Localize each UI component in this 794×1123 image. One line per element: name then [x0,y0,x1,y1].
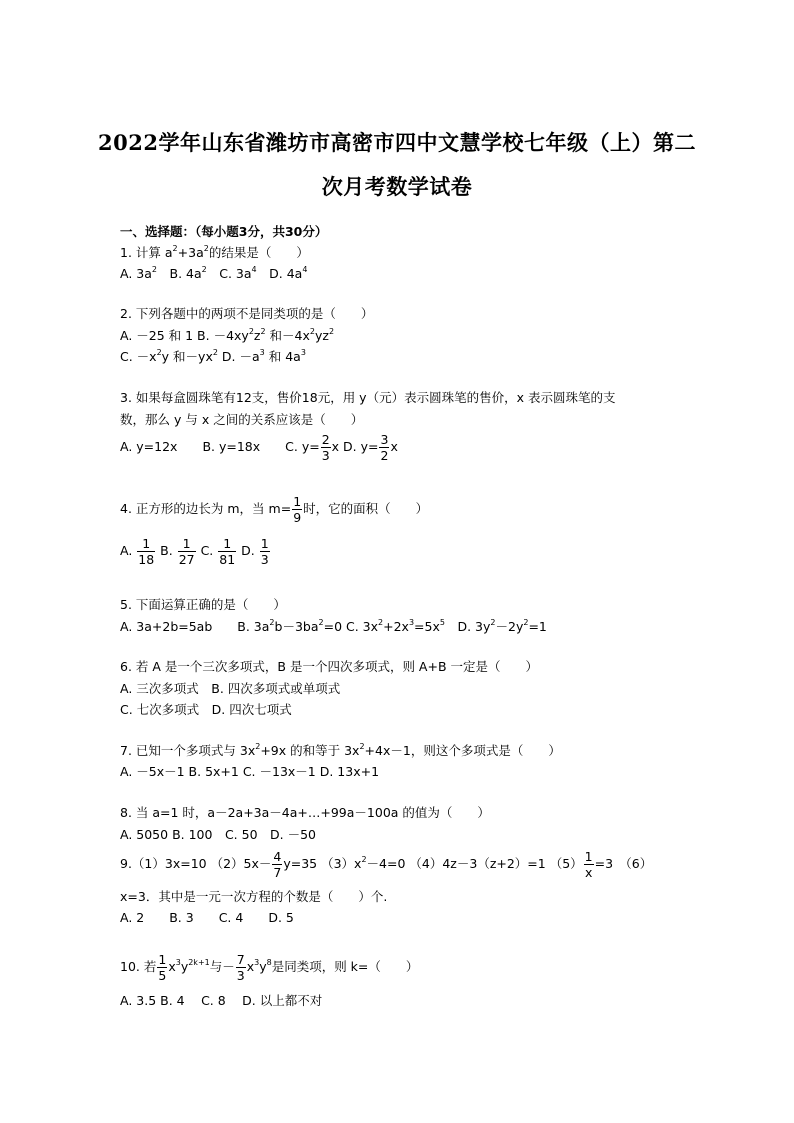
question-2-options-cd: C. $-x^2y$ 和$-yx^2$ D. $-a^3$ 和 $4a^3$ [120,348,306,364]
question-10: 10. 若 $\frac{1}{5}$ $x^3y^{2k+1}$与－ $\frac{7}{3}$ $x^3y^8$是同类项，则 k=（ ） [120,952,419,983]
question-8: 8. 当 a=1 时，a－2a+3a－4a+…+99a－100a 的值为（ ） [120,805,490,820]
question-7-options: A. －5x－1 B. 5x+1 C. －13x－1 D. 13x+1 [120,764,380,779]
question-10-options: A. 3.5 B. 4 C. 8 D. 以上都不对 [120,993,323,1008]
question-8-options: A. 5050 B. 100 C. 50 D. －50 [120,827,317,842]
question-3-line2: 数，那么 y 与 x 之间的关系应该是（ ） [120,412,364,427]
question-2: 2. 下列各题中的两项不是同类项的是（ ） [120,306,374,321]
question-4: 4. 正方形的边长为 m，当 m= $\frac{1}{9}$ 时，它的面积（ ） [120,494,429,525]
question-3-line1: 3. 如果每盒圆珠笔有12支，售价18元，用 y（元）表示圆珠笔的售价，x 表示圆珠笔的支 [120,390,616,405]
question-1: 1. 计算 $a^2+3a^2$的结果是（ ） [120,244,309,260]
exam-title-line1: 2022学年山东省潍坊市高密市四中文慧学校七年级（上）第二 [98,130,696,155]
question-6: 6. 若 A 是一个三次多项式，B 是一个四次多项式，则 A+B 一定是（ ） [120,659,538,674]
question-5-options: A. 3a+2b=5ab B. $3a^2b-3ba^2=0$ C. $3x^2+2x^3=5x^5$ D. $3y^2-2y^2=1$ [120,618,547,634]
question-3-options: A. y=12x B. y=18x C. y= $\frac{2}{3}$ x D. y= $\frac{3}{2}$ x [120,432,398,463]
question-7: 7. 已知一个多项式与 $3x^2+9x$ 的和等于 $3x^2+4x-1$，则这个多项式是（ ） [120,742,561,758]
question-9-line2: x=3．其中是一元一次方程的个数是（ ）个. [120,889,388,904]
question-2-options-ab: A. －25 和 1 B. $-4xy^2z^2$ 和$-4x^2yz^2$ [120,327,335,343]
exam-title-line2: 次月考数学试卷 [321,174,473,199]
question-6-options-ab: A. 三次多项式 B. 四次多项式或单项式 [120,681,341,696]
question-9-options: A. 2 B. 3 C. 4 D. 5 [120,910,294,925]
question-9-line1: 9.（1）3x=10 （2）5x－ $\frac{4}{7}$ y=35 $(3)x^2-4=0$ （4）4z－3（z+2）=1 （5） $\frac{1}{x}$ =3 （6） [120,849,653,880]
section-heading: 一、选择题：（每小题3分，共30分） [120,224,328,239]
question-5: 5. 下面运算正确的是（ ） [120,597,286,612]
question-4-options: A. $\frac{1}{18}$ B. $\frac{1}{27}$ C. $\frac{1}{81}$ D. $\frac{1}{3}$ [120,536,269,567]
question-1-options: A. $3a^2$ B. $4a^2$ C. $3a^4$ D. $4a^4$ [120,265,308,281]
question-6-options-cd: C. 七次多项式 D. 四次七项式 [120,702,292,717]
